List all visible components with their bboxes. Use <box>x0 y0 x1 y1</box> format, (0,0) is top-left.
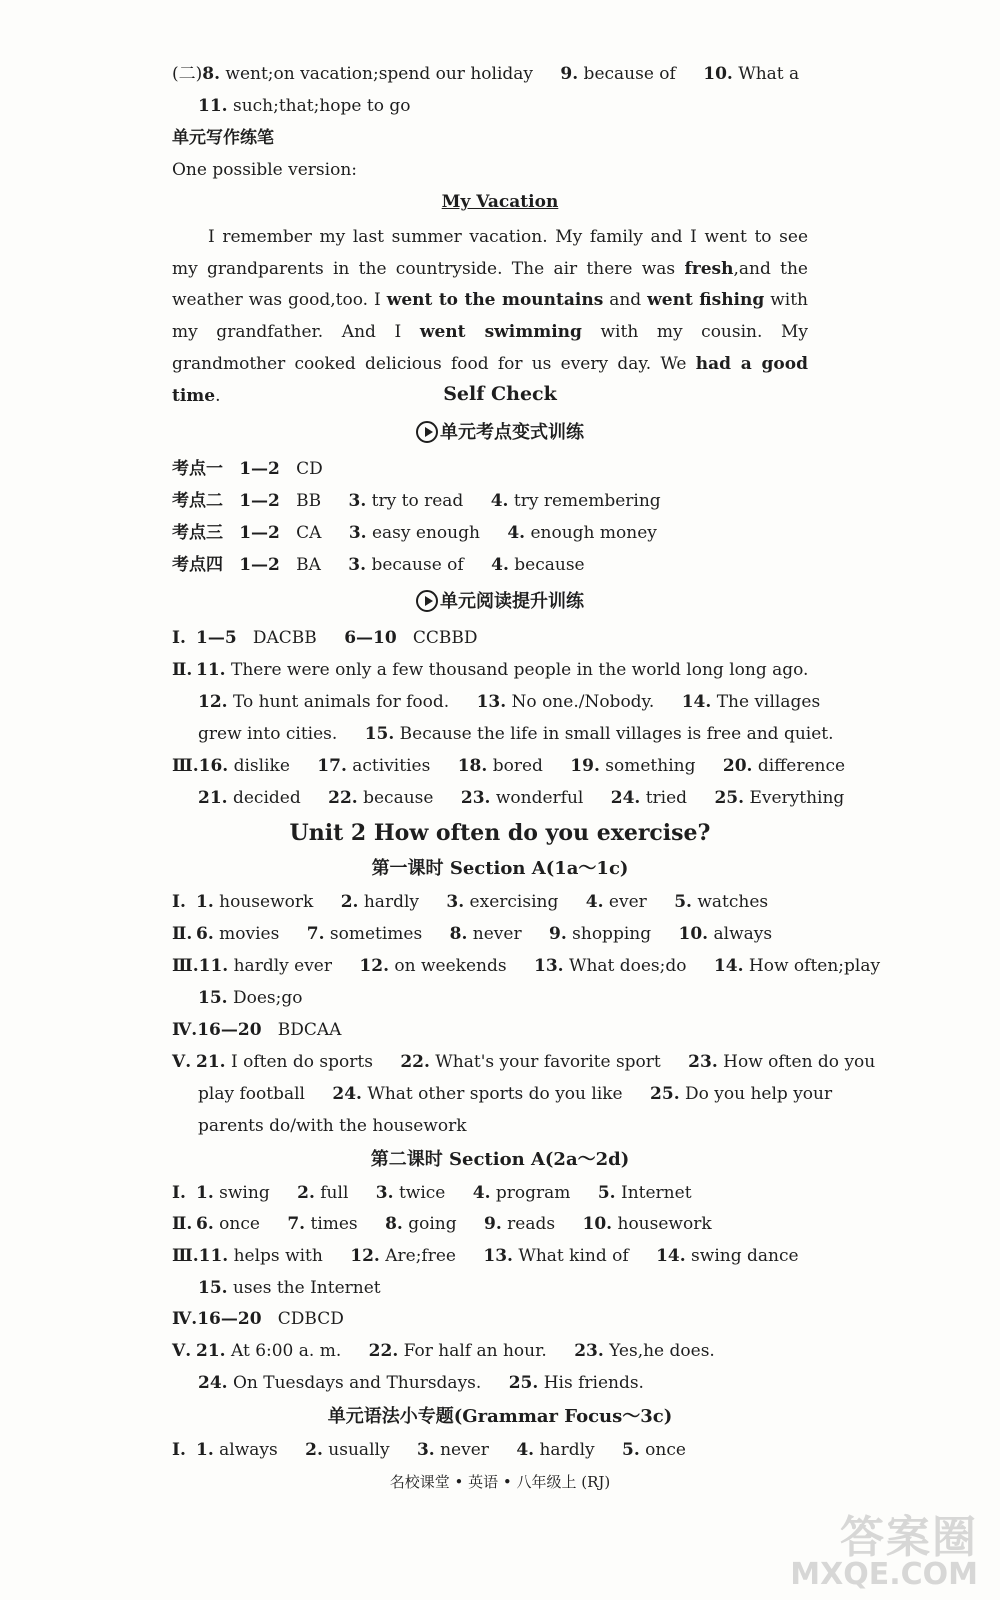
writing-heading: 单元写作练笔 <box>172 128 274 148</box>
unit-title: Unit 2 How often do you exercise? <box>289 820 711 846</box>
section-heading: 单元考点变式训练 <box>0 421 1000 445</box>
answer-line: Ⅴ. 21. I often do sports 22. What's your favorite sport 23. How often do you <box>172 1052 876 1072</box>
page-footer: 名校课堂 • 英语 • 八年级上 (RJ) <box>389 1473 611 1491</box>
answer-line: Ⅱ. 6. movies 7. sometimes 8. never 9. shopping 10. always <box>172 924 773 944</box>
watermark-logo: 答案圈 MXQE.COM <box>790 1512 978 1592</box>
answer-line: Ⅰ. 1. housework 2. hardly 3. exercising 4. ever 5. watches <box>172 892 769 912</box>
lesson-heading: 第一课时 Section A(1a～1c) <box>371 858 629 879</box>
answer-line: 11. such;that;hope to go <box>198 96 411 116</box>
answer-line: 21. decided 22. because 23. wonderful 24. tried 25. Everything <box>198 788 845 808</box>
play-arrow-icon <box>416 421 438 443</box>
kaodian-line: 考点一 1—2 CD <box>172 459 323 479</box>
answer-line: Ⅲ.16. dislike 17. activities 18. bored 19. something 20. difference <box>172 756 846 776</box>
answer-line: Ⅲ.11. hardly ever 12. on weekends 13. What does;do 14. How often;play <box>172 956 881 976</box>
answer-line: Ⅱ. 6. once 7. times 8. going 9. reads 10. housework <box>172 1214 712 1234</box>
answer-line: grew into cities. 15. Because the life in small villages is free and quiet. <box>198 724 834 744</box>
self-check-heading: Self Check <box>443 383 557 405</box>
answer-line: Ⅲ.11. helps with 12. Are;free 13. What kind of 14. swing dance <box>172 1246 799 1266</box>
answer-line: Ⅱ. 11. There were only a few thousand people in the world long long ago. <box>172 660 809 680</box>
kaodian-line: 考点四 1—2 BA 3. because of 4. because <box>172 555 585 575</box>
essay-title: My Vacation <box>441 192 559 212</box>
grammar-heading: 单元语法小专题(Grammar Focus～3c) <box>327 1406 673 1427</box>
kaodian-line: 考点二 1—2 BB 3. try to read 4. try remembering <box>172 491 661 511</box>
answer-line: 24. On Tuesdays and Thursdays. 25. His friends. <box>198 1373 644 1393</box>
answer-line: Ⅳ.16—20 CDBCD <box>172 1309 344 1329</box>
answer-line: play football 24. What other sports do you like 25. Do you help your <box>198 1084 833 1104</box>
answer-line: Ⅰ. 1—5 DACBB 6—10 CCBBD <box>172 628 478 648</box>
version-label: One possible version: <box>172 160 357 180</box>
answer-line: Ⅰ. 1. always 2. usually 3. never 4. hardly 5. once <box>172 1440 686 1460</box>
lesson-heading: 第二课时 Section A(2a～2d) <box>370 1149 630 1170</box>
answer-line: 12. To hunt animals for food. 13. No one./Nobody. 14. The villages <box>198 692 821 712</box>
answer-line: Ⅴ. 21. At 6:00 a. m. 22. For half an hour. 23. Yes,he does. <box>172 1341 715 1361</box>
answer-line: Ⅰ. 1. swing 2. full 3. twice 4. program 5. Internet <box>172 1183 692 1203</box>
play-arrow-icon <box>416 590 438 612</box>
essay-paragraph: I remember my last summer vacation. My family and I went to see my grandparents in the countryside. The air there was fresh,and the weather was good,too. I went to the mountains and went fishing with my grandfather. And I went swimming with my cousin. My grandmother cooked delicious food for us every day. We had a good time. <box>172 227 808 406</box>
answer-line: 15. Does;go <box>198 988 303 1008</box>
answer-line: parents do/with the housework <box>198 1116 467 1136</box>
kaodian-line: 考点三 1—2 CA 3. easy enough 4. enough money <box>172 523 657 543</box>
answer-line: Ⅳ.16—20 BDCAA <box>172 1020 342 1040</box>
answer-line: (二)8. went;on vacation;spend our holiday 9. because of 10. What a <box>172 64 800 84</box>
section-heading: 单元阅读提升训练 <box>0 590 1000 614</box>
answer-line: 15. uses the Internet <box>198 1278 381 1298</box>
